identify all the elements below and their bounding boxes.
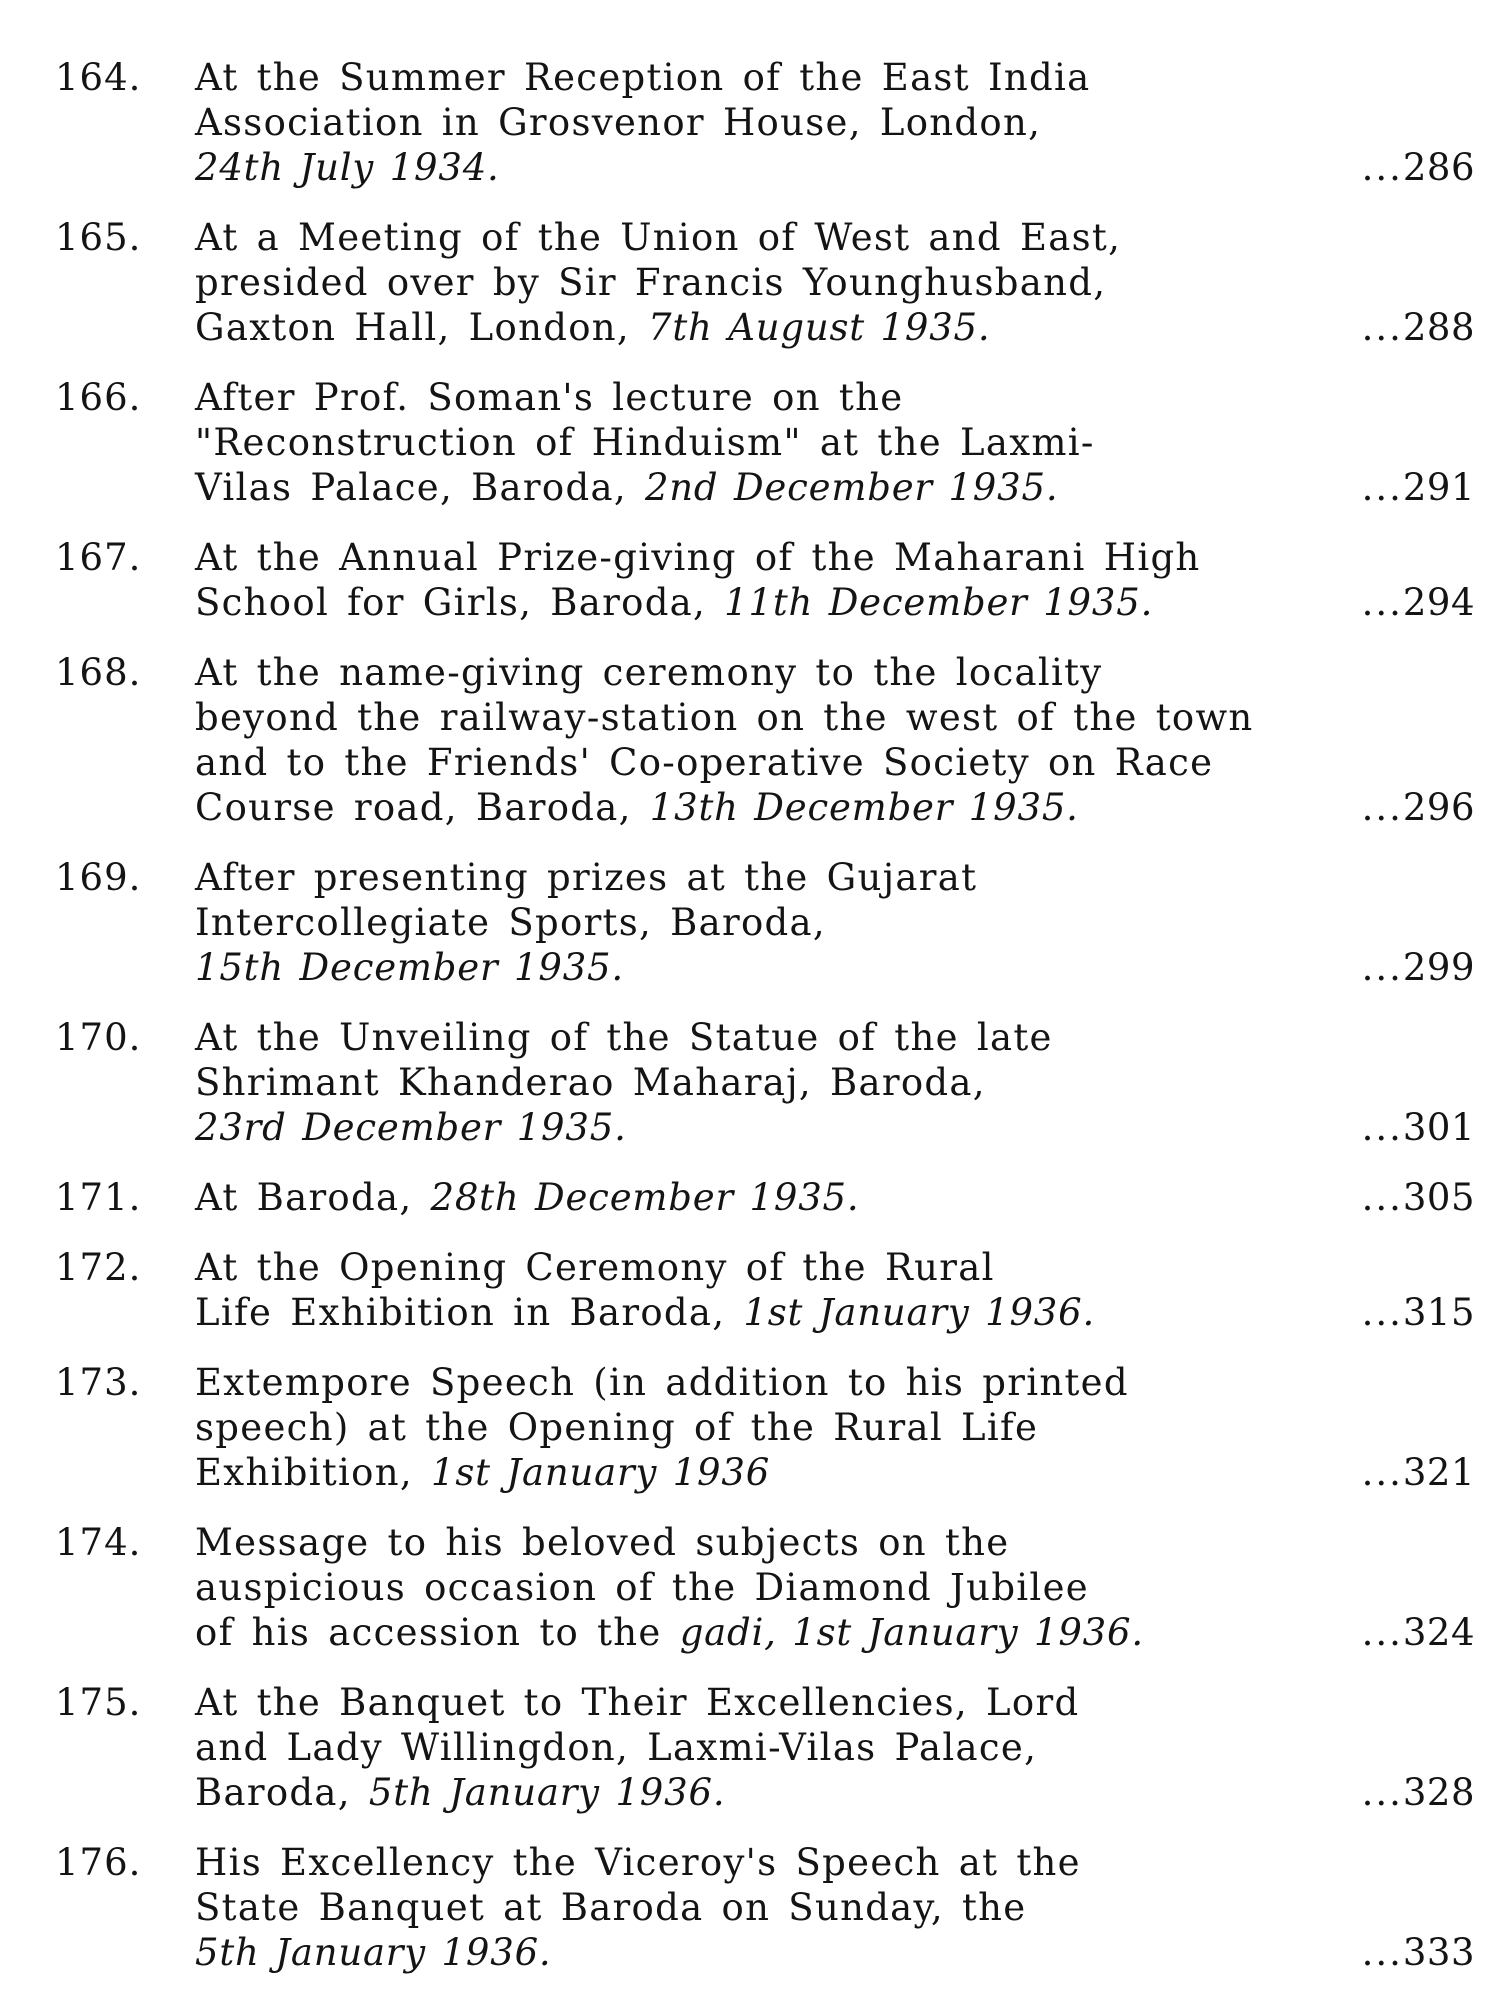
entry-title-line [195,785,1315,830]
entry-number: 164. [55,56,142,99]
entry-title-text: presided over by Sir Francis Younghusband, [195,261,1107,304]
leader-dots: ... [1361,1611,1403,1654]
entry-page-number [1315,1290,1475,1335]
entry-title-line [195,740,1315,785]
leader-dots: ... [1361,1291,1403,1334]
entry-title-text: After Prof. Soman's lecture on the [195,376,904,419]
entry-title-line [195,1175,1315,1220]
entry-title-text: Intercollegiate Sports, Baroda, [195,901,826,944]
entry-number: 172. [55,1246,142,1289]
entry-title-line [195,55,1315,100]
entry-title-text: School for Girls, Baroda, [195,581,707,624]
entry-title-text: and Lady Willingdon, Laxmi-Vilas Palace, [195,1726,1038,1769]
page-number-value: 301 [1402,1106,1475,1149]
entry-number: 175. [55,1681,142,1724]
entry-title [195,650,1315,830]
entry-title-line [195,1725,1315,1770]
entry-date: 7th August 1935. [648,306,991,349]
leader-dots: ... [1361,306,1403,349]
entry-title-text: speech) at the Opening of the Rural Life [195,1406,1039,1449]
entry-number: 173. [55,1361,142,1404]
entry-date: 23rd December 1935. [195,1106,627,1149]
entry-title [195,215,1315,350]
page-number-value: 296 [1402,786,1475,829]
entry-page-number [1315,145,1475,190]
contents-entry [55,855,1475,990]
entry-page-number [1315,1450,1475,1495]
entry-title-line [195,375,1315,420]
entry-title-line [195,1610,1315,1655]
leader-dots: ... [1361,946,1403,989]
entry-page-number [1315,1770,1475,1815]
entry-title-line [195,1770,1315,1815]
entry-title-line [195,215,1315,260]
entry-title-line [195,695,1315,740]
contents-entry [55,1245,1475,1335]
contents-list [55,55,1475,2000]
entry-date: 2nd December 1935. [644,466,1059,509]
entry-title-text: and to the Friends' Co-operative Society on Race [195,741,1214,784]
contents-entry [55,650,1475,830]
entry-title [195,1175,1315,1220]
entry-title-line [195,305,1315,350]
entry-title-text: Life Exhibition in Baroda, [195,1291,726,1334]
entry-title-text: At the Summer Reception of the East India [195,56,1091,99]
entry-page-number [1315,1175,1475,1220]
entry-page-number [1315,1105,1475,1150]
entry-date: 5th January 1936. [368,1771,726,1814]
entry-page-number [1315,580,1475,625]
entry-title-text: Course road, Baroda, [195,786,632,829]
entry-title-line [195,1290,1315,1335]
page-number-value: 305 [1402,1176,1475,1219]
entry-title-text: Extempore Speech (in addition to his printed [195,1361,1129,1404]
entry-date: 15th December 1935. [195,946,624,989]
entry-title-text: At the Opening Ceremony of the Rural [195,1246,995,1289]
page-number-value: 291 [1402,466,1475,509]
contents-entry [55,1175,1475,1220]
entry-number: 171. [55,1176,142,1219]
entry-title-line [195,900,1315,945]
entry-title-line [195,580,1315,625]
entry-title [195,1520,1315,1655]
contents-entry [55,1680,1475,1815]
entry-title-text: "Reconstruction of Hinduism" at the Laxmi- [195,421,1095,464]
entry-title [195,1840,1315,1975]
leader-dots: ... [1361,466,1403,509]
contents-entry [55,55,1475,190]
leader-dots: ... [1361,1771,1403,1814]
entry-title-text: Gaxton Hall, London, [195,306,630,349]
entry-title [195,855,1315,990]
entry-title-text: His Excellency the Viceroy's Speech at the [195,1841,1081,1884]
entry-title-line [195,260,1315,305]
entry-title-text: of his accession to the [195,1611,662,1654]
contents-entry [55,1360,1475,1495]
entry-date: 5th January 1936. [195,1931,552,1974]
leader-dots: ... [1361,1106,1403,1149]
page-number-value: 299 [1402,946,1475,989]
leader-dots: ... [1361,146,1403,189]
entry-title-line [195,1930,1315,1975]
page-number-value: 294 [1402,581,1475,624]
entry-title-text: At the Unveiling of the Statue of the late [195,1016,1053,1059]
entry-title-line [195,1450,1315,1495]
entry-title [195,1015,1315,1150]
entry-title [195,1360,1315,1495]
entry-title-text: After presenting prizes at the Gujarat [195,856,978,899]
entry-title-line [195,855,1315,900]
entry-title-text: At a Meeting of the Union of West and East, [195,216,1122,259]
entry-title-text: State Banquet at Baroda on Sunday, the [195,1886,1027,1929]
contents-entry [55,535,1475,625]
entry-title-text: auspicious occasion of the Diamond Jubilee [195,1566,1089,1609]
entry-number: 169. [55,856,142,899]
page-number-value: 333 [1402,1931,1475,1974]
entry-title-line [195,1840,1315,1885]
entry-number: 170. [55,1016,142,1059]
entry-page-number [1315,465,1475,510]
entry-title-line [195,100,1315,145]
entry-date: 13th December 1935. [649,786,1079,829]
entry-title-text: Shrimant Khanderao Maharaj, Baroda, [195,1061,986,1104]
leader-dots: ... [1361,1451,1403,1494]
contents-entry [55,215,1475,350]
entry-page-number [1315,1610,1475,1655]
entry-title-line [195,145,1315,190]
entry-number: 174. [55,1521,142,1564]
entry-title-line [195,945,1315,990]
contents-entry [55,1015,1475,1150]
entry-title-line [195,1885,1315,1930]
entry-date: 28th December 1935. [430,1176,860,1219]
contents-entry [55,1840,1475,1975]
entry-page-number [1315,945,1475,990]
entry-title-text: beyond the railway-station on the west of the town [195,696,1254,739]
entry-title-text: Baroda, [195,1771,351,1814]
entry-date: 24th July 1934. [195,146,500,189]
entry-page-number [1315,1930,1475,1975]
entry-title-text: Association in Grosvenor House, London, [195,101,1042,144]
leader-dots: ... [1361,1931,1403,1974]
entry-title [195,1680,1315,1815]
entry-title [195,375,1315,510]
entry-page-number [1315,785,1475,830]
entry-title-text: Exhibition, [195,1451,413,1494]
entry-number: 166. [55,376,142,419]
entry-title-line [195,465,1315,510]
entry-title-text: Vilas Palace, Baroda, [195,466,627,509]
entry-title-line [195,1680,1315,1725]
entry-title-line [195,1015,1315,1060]
entry-title-line [195,535,1315,580]
contents-entry [55,1520,1475,1655]
entry-title-line [195,1520,1315,1565]
page-number-value: 288 [1402,306,1475,349]
entry-number: 167. [55,536,142,579]
entry-date: gadi, 1st January 1936. [679,1611,1144,1654]
page-number-value: 315 [1402,1291,1475,1334]
entry-title-line [195,1245,1315,1290]
entry-title-line [195,1565,1315,1610]
entry-title-text: At the Annual Prize-giving of the Maharani High [195,536,1201,579]
entry-title [195,535,1315,625]
entry-title [195,55,1315,190]
entry-date: 1st January 1936 [431,1451,771,1494]
entry-number: 176. [55,1841,142,1884]
page-number-value: 286 [1402,146,1475,189]
entry-title-text: At the name-giving ceremony to the locality [195,651,1103,694]
entry-page-number [1315,305,1475,350]
page-number-value: 321 [1402,1451,1475,1494]
entry-number: 165. [55,216,142,259]
entry-title-text: At Baroda, [195,1176,413,1219]
entry-date: 1st January 1936. [743,1291,1096,1334]
entry-date: 11th December 1935. [724,581,1154,624]
entry-title-line [195,420,1315,465]
entry-title-line [195,1060,1315,1105]
entry-title-text: Message to his beloved subjects on the [195,1521,1010,1564]
entry-title-line [195,1360,1315,1405]
entry-title-line [195,650,1315,695]
leader-dots: ... [1361,581,1403,624]
contents-entry [55,375,1475,510]
page-number-value: 324 [1402,1611,1475,1654]
entry-title-text: At the Banquet to Their Excellencies, Lord [195,1681,1080,1724]
page-number-value: 328 [1402,1771,1475,1814]
entry-title-line [195,1105,1315,1150]
entry-number: 168. [55,651,142,694]
leader-dots: ... [1361,1176,1403,1219]
entry-title [195,1245,1315,1335]
leader-dots: ... [1361,786,1403,829]
entry-title-line [195,1405,1315,1450]
